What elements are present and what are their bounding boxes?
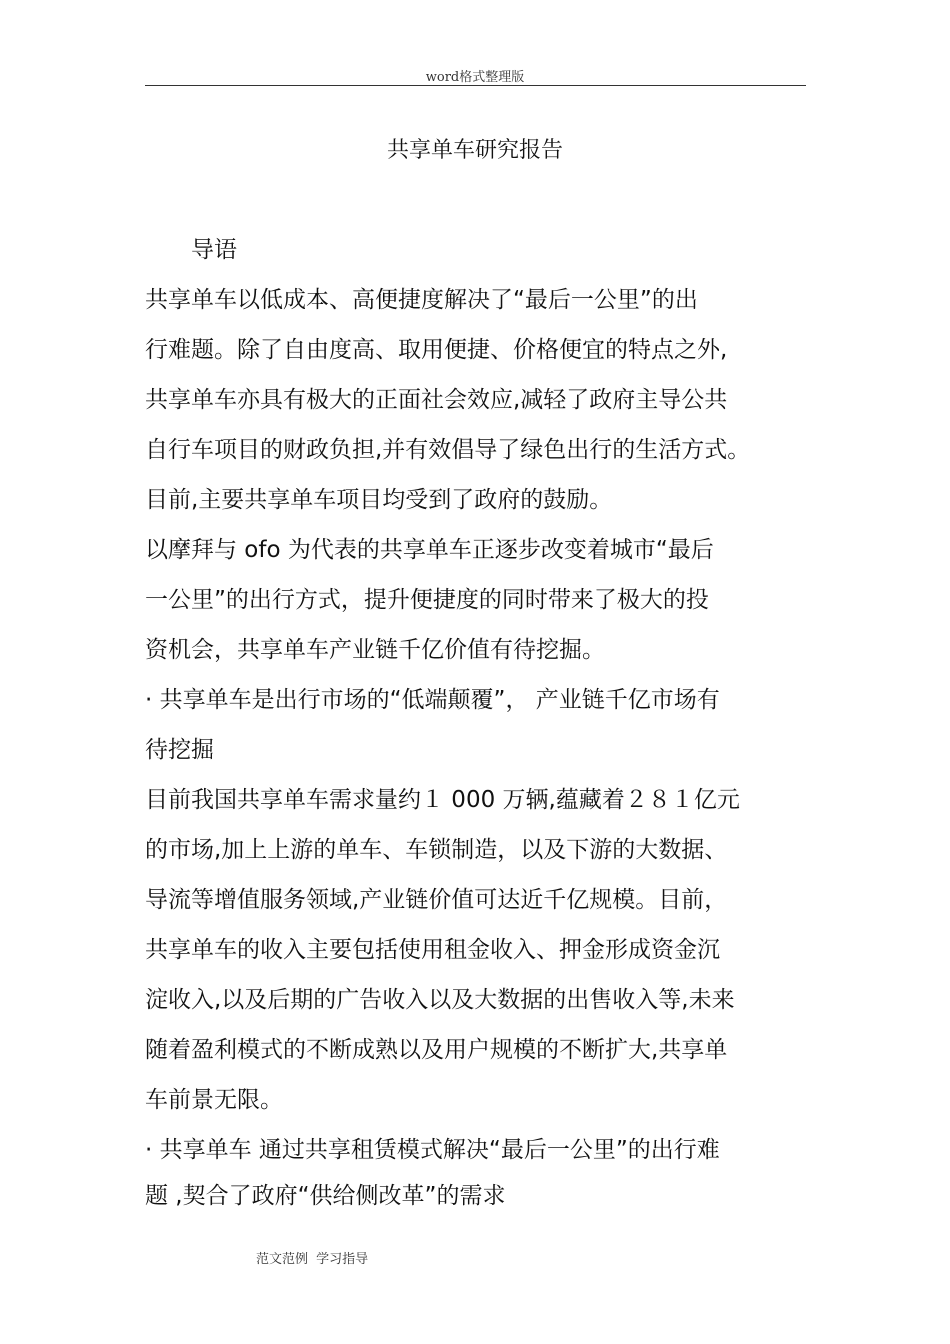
body-line: 题 ,契合了政府“供给侧改革”的需求 — [145, 1183, 506, 1209]
body-line: 共享单车亦具有极大的正面社会效应,减轻了政府主导公共 — [145, 387, 728, 413]
body-line: 目前我国共享单车需求量约１ 000 万辆,蕴藏着２８１亿元 — [145, 787, 740, 813]
body-line: 车前景无限。 — [145, 1087, 283, 1113]
document-title: 共享单车研究报告 — [386, 138, 563, 163]
body-line: 目前,主要共享单车项目均受到了政府的鼓励。 — [145, 487, 613, 513]
body-line: 一公里”的出行方式，提升便捷度的同时带来了极大的投 — [145, 587, 709, 613]
body-line: 导流等增值服务领域,产业链价值可达近千亿规模。目前， — [145, 887, 728, 913]
page-header-text: word格式整理版 — [425, 70, 525, 85]
section-heading: 导语 — [191, 237, 237, 263]
body-line: 自行车项目的财政负担,并有效倡导了绿色出行的生活方式。 — [145, 437, 751, 463]
body-line: 淀收入,以及后期的广告收入以及大数据的出售收入等,未来 — [145, 987, 735, 1013]
body-line: 的市场,加上上游的单车、车锁制造，以及下游的大数据、 — [145, 837, 728, 863]
bullet-line: · 共享单车 通过共享租赁模式解决“最后一公里”的出行难 — [145, 1137, 720, 1163]
body-line: 共享单车的收入主要包括使用租金收入、押金形成资金沉 — [145, 937, 720, 963]
body-line: 行难题。除了自由度高、取用便捷、价格便宜的特点之外, — [145, 337, 728, 363]
page-footer-text: 范文范例 学习指导 — [256, 1252, 369, 1267]
body-line: 资机会，共享单车产业链千亿价值有待挖掘。 — [145, 637, 605, 663]
body-line: 共享单车以低成本、高便捷度解决了“最后一公里”的出 — [145, 287, 698, 313]
bullet-line: · 共享单车是出行市场的“低端颠覆”， 产业链千亿市场有 — [145, 687, 720, 713]
body-line: 随着盈利模式的不断成熟以及用户规模的不断扩大,共享单 — [145, 1037, 728, 1063]
body-line: 以摩拜与 ofo 为代表的共享单车正逐步改变着城市“最后 — [145, 537, 714, 563]
header-divider — [145, 85, 806, 86]
body-line: 待挖掘 — [145, 737, 214, 763]
